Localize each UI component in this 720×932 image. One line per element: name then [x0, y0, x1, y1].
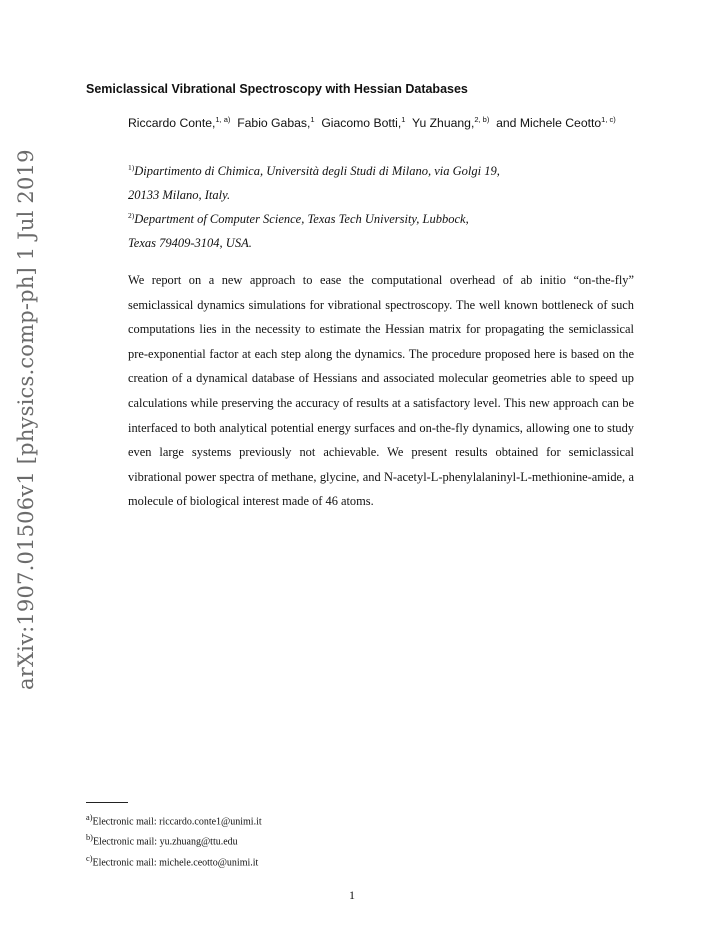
author-name: Riccardo Conte,	[128, 116, 216, 130]
affiliation-mark: 2)	[128, 210, 135, 220]
paper-title: Semiclassical Vibrational Spectroscopy with Hessian Databases	[86, 82, 468, 96]
footnote-mark: a)	[86, 813, 93, 822]
footnote-text: Electronic mail: riccardo.conte1@unimi.it	[92, 816, 262, 828]
affiliation	[128, 207, 628, 255]
author-conjunction: and	[496, 116, 517, 130]
affiliation-line: Texas 79409-3104, USA.	[128, 236, 252, 250]
author-affiliation-mark: 1, a)	[215, 114, 231, 124]
author-affiliation-mark: 1	[310, 114, 315, 124]
footnote	[86, 830, 262, 850]
footnote-mark: c)	[86, 853, 93, 863]
affiliation-mark: 1)	[128, 162, 135, 172]
author-name: Michele Ceotto	[519, 116, 602, 130]
footnote-mark: b)	[86, 833, 93, 843]
page-number: 1	[349, 888, 355, 902]
footnote-text: Electronic mail: michele.ceotto@unimi.it	[92, 856, 259, 868]
author-affiliation-mark: 1	[401, 114, 406, 124]
footnote	[86, 851, 262, 871]
footnote-text: Electronic mail: yu.zhuang@ttu.edu	[92, 836, 238, 848]
abstract: We report on a new approach to ease the computational overhead of ab initio “on-the-fly” semiclassical dynamics simulations for vibrational spectroscopy. The well known bottleneck of such computations lies in the necessity to estimate the Hessian matrix for propagating the semiclassical pre-exponential factor at each step along the dynamics. The procedure proposed here is based on the creation of a dynamical database of Hessians and associated molecular geometries able to speed up calculations while preserving the accuracy of results at a satisfactory level. This new approach can be interfaced to both analytical potential energy surfaces and on-the-fly dynamics, allowing one to study even large systems previously not achievable. We present results obtained for semiclassical vibrational power spectra of methane, glycine, and N-acetyl-L-phenylalaninyl-L-methionine-amide, a molecule of biological interest made of 46 atoms.	[128, 273, 634, 509]
footnote	[86, 810, 262, 830]
author-list	[128, 111, 618, 135]
author-name: Fabio Gabas,	[237, 116, 311, 130]
author-name: Yu Zhuang,	[411, 116, 475, 130]
author-name: Giacomo Botti,	[321, 116, 402, 130]
author-affiliation-mark: 2, b)	[474, 114, 490, 124]
author-affiliation-mark: 1, c)	[601, 114, 616, 124]
footnotes	[86, 810, 262, 871]
affiliation	[128, 159, 628, 207]
affiliation-line: Department of Computer Science, Texas Tech University, Lubbock,	[134, 212, 469, 226]
affiliation-line: 20133 Milano, Italy.	[128, 188, 231, 202]
affiliation-line: Dipartimento di Chimica, Università degli Studi di Milano, via Golgi 19,	[134, 164, 500, 178]
footnote-divider	[86, 802, 128, 803]
arxiv-stamp: arXiv:1907.01506v1 [physics.comp-ph] 1 Jul 2019	[14, 149, 38, 690]
